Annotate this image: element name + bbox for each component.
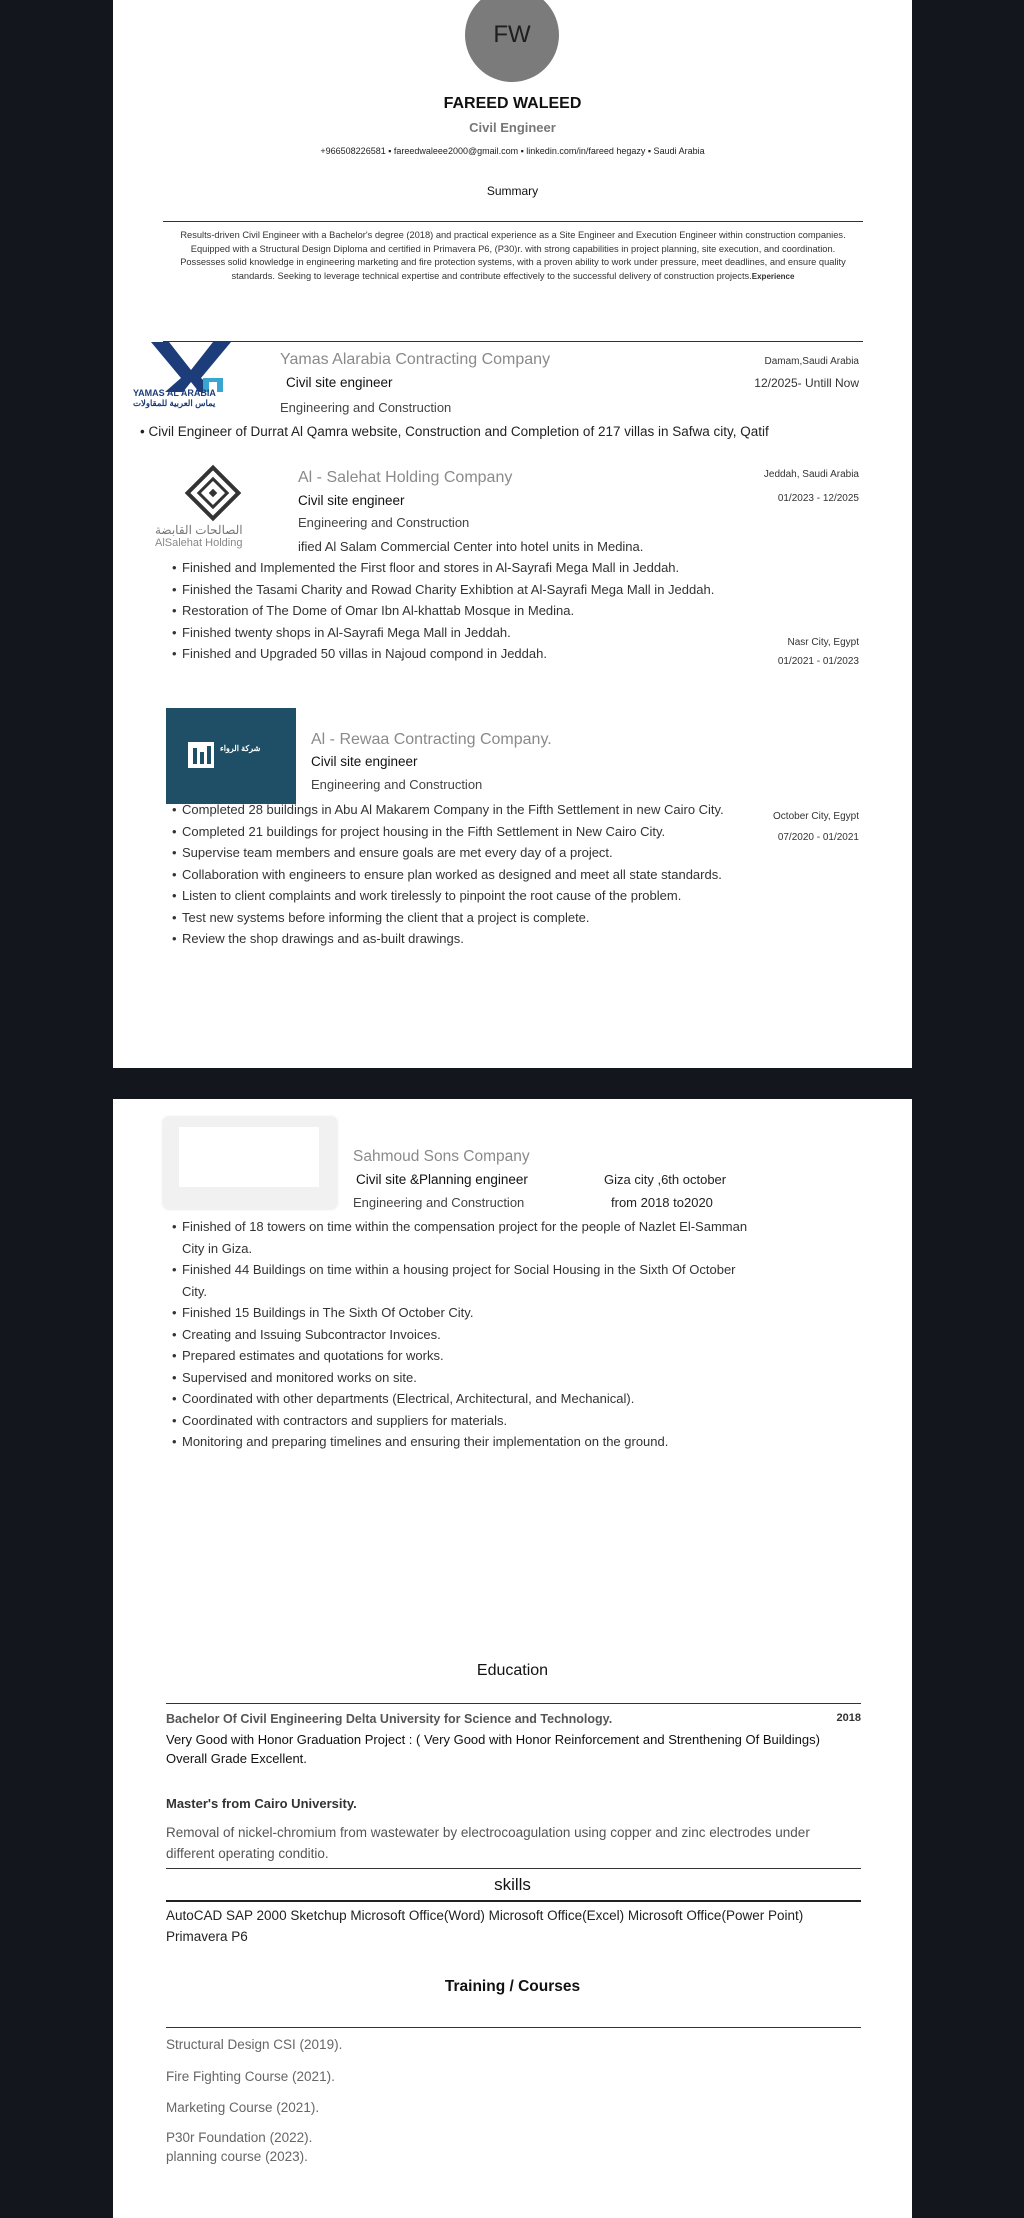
experience-tag: Experience (751, 271, 795, 281)
yamas-logo (133, 340, 283, 410)
divider (166, 1703, 861, 1704)
job-position: Civil site engineer (286, 375, 393, 390)
job-sector: Engineering and Construction (280, 400, 452, 415)
job-bullet: • Test new systems before informing the client that a project is complete. (168, 907, 728, 929)
job-bullet-list (168, 1216, 748, 1453)
job-bullet-list (168, 799, 728, 950)
salehat-logo-arabic: الصالحات القابضة (155, 523, 243, 537)
job-bullet: • Restoration of The Dome of Omar Ibn Al-khattab Mosque in Medina. (168, 600, 728, 622)
masters-topic: Removal of nickel-chromium from wastewater by electrocoagulation using copper and zinc electrodes under different operating conditio. (166, 1825, 810, 1861)
job-bullet: • Creating and Issuing Subcontractor Invoices. (168, 1324, 748, 1346)
job-location: Giza city ,6th october (604, 1172, 727, 1187)
job-bullet: • Coordinated with other departments (Electrical, Architectural, and Mechanical). (168, 1388, 748, 1410)
resume-page-1 (113, 0, 912, 1068)
job-bullet: • Finished the Tasami Charity and Rowad Charity Exhibtion at Al-Sayrafi Mega Mall in Jeddah. (168, 579, 728, 601)
company-name: Yamas Alarabia Contracting Company (280, 351, 551, 368)
masters-degree: Master's from Cairo University. (166, 1796, 357, 1811)
yamas-logo-arabic: يماس العربية للمقاولات (133, 398, 216, 408)
course-item: planning course (2023). (166, 2149, 308, 2164)
education-project: Very Good with Honor Graduation Project : ( Very Good with Honor Reinforcement and Strenthening Of Buildings) (166, 1732, 820, 1747)
course-item: Marketing Course (2021). (166, 2100, 320, 2115)
job-bullet: • Civil Engineer of Durrat Al Qamra website, Construction and Completion of 217 villas in Safwa city, Qatif (140, 424, 769, 439)
summary-heading: Summary (486, 184, 539, 198)
job-bullet: • Finished of 18 towers on time within the compensation project for the people of Nazlet El-Samman City in Giza. (168, 1216, 748, 1259)
job-bullet: • Supervise team members and ensure goals are met every day of a project. (168, 842, 728, 864)
yamas-logo-text: YAMAS AL ARABIA (133, 388, 216, 398)
skills-list: AutoCAD SAP 2000 Sketchup Microsoft Office(Word) Microsoft Office(Excel) Microsoft Office(Power Point) Primavera P6 (166, 1908, 804, 1944)
job-sector: Engineering and Construction (298, 515, 470, 530)
company-name: Al - Rewaa Contracting Company. (311, 731, 552, 748)
job-sector: Engineering and Construction (353, 1195, 525, 1210)
job-bullet: • Completed 28 buildings in Abu Al Makarem Company in the Fifth Settlement in new Cairo City. (168, 799, 728, 821)
job-bullet: • Listen to client complaints and work tirelessly to pinpoint the root cause of the problem. (168, 885, 728, 907)
divider (166, 2027, 861, 2028)
job-position: Civil site engineer (298, 493, 405, 508)
job-dates: 01/2023 - 12/2025 (777, 493, 859, 504)
divider (166, 1868, 861, 1869)
job-intro: ified Al Salam Commercial Center into hotel units in Medina. (298, 539, 644, 554)
resume-page-2 (113, 1099, 912, 2218)
job-dates: 12/2025- Untill Now (754, 376, 859, 390)
skills-heading: skills (494, 1875, 531, 1894)
job-dates: 07/2020 - 01/2021 (777, 832, 859, 843)
rewaa-logo-arabic: شركة الرواء (220, 744, 261, 753)
summary-paragraph-1: Results-driven Civil Engineer with a Bachelor's degree (2018) and practical experience as a Site Engineer and Execution Engineer within construction companies. Equipped with a Structural Design Diploma and certified in Primavera P6, (P30)r. with strong capabilities in project planning, site execution, and coordination. (180, 230, 846, 254)
job-bullet: • Finished twenty shops in Al-Sayrafi Mega Mall in Jeddah. (168, 622, 728, 644)
job-bullet: • Finished 44 Buildings on time within a housing project for Social Housing in the Sixth Of October City. (168, 1259, 748, 1302)
job-bullet: • Supervised and monitored works on site. (168, 1367, 748, 1389)
job-bullet-list (168, 557, 728, 665)
rewaa-logo (166, 708, 296, 804)
sahmoud-logo (163, 1117, 337, 1209)
company-name: Al - Salehat Holding Company (298, 469, 513, 486)
job-bullet: • Prepared estimates and quotations for works. (168, 1345, 748, 1367)
summary-text (163, 229, 863, 283)
job-bullet: • Coordinated with contractors and suppliers for materials. (168, 1410, 748, 1432)
education-year: 2018 (836, 1712, 861, 1724)
divider (166, 1900, 861, 1902)
company-name: Sahmoud Sons Company (353, 1148, 530, 1165)
course-item: P30r Foundation (2022). (166, 2130, 313, 2145)
job-location: October City, Egypt (773, 811, 859, 822)
job-bullet: • Finished and Implemented the First floor and stores in Al-Sayrafi Mega Mall in Jeddah. (168, 557, 728, 579)
job-bullet: • Completed 21 buildings for project housing in the Fifth Settlement in New Cairo City. (168, 821, 728, 843)
job-location: Jeddah, Saudi Arabia (763, 469, 859, 480)
job-location: Damam,Saudi Arabia (764, 356, 859, 367)
job-bullet: • Collaboration with engineers to ensure plan worked as designed and meet all state standards. (168, 864, 728, 886)
course-item: Structural Design CSI (2019). (166, 2037, 343, 2052)
job-dates: from 2018 to2020 (611, 1195, 713, 1210)
job-bullet: • Monitoring and preparing timelines and ensuring their implementation on the ground. (168, 1431, 748, 1453)
sahmoud-logo-image (179, 1127, 319, 1187)
salehat-logo (153, 463, 273, 551)
avatar: FW (465, 0, 559, 82)
divider (163, 221, 863, 222)
job-position: Civil site &Planning engineer (356, 1172, 528, 1187)
contact-line: +966508226581 ▪ fareedwaleee2000@gmail.com ▪ linkedin.com/in/fareed hegazy ▪ Saudi Arabia (320, 146, 705, 156)
job-bullet: • Review the shop drawings and as-built drawings. (168, 928, 728, 950)
education-heading: Education (476, 1662, 549, 1679)
job-bullet: • Finished and Upgraded 50 villas in Najoud compond in Jeddah. (168, 643, 728, 665)
job-bullet: • Finished 15 Buildings in The Sixth Of October City. (168, 1302, 748, 1324)
education-degree: Bachelor Of Civil Engineering Delta University for Science and Technology. 2018 (166, 1712, 861, 1726)
job-sector: Engineering and Construction (311, 777, 483, 792)
education-grade: Overall Grade Excellent. (166, 1751, 307, 1766)
course-item: Fire Fighting Course (2021). (166, 2069, 335, 2084)
salehat-logo-text: AlSalehat Holding (155, 537, 243, 549)
job-location: Nasr City, Egypt (787, 637, 859, 648)
training-heading: Training / Courses (444, 1978, 581, 1995)
candidate-name: FAREED WALEED (443, 95, 582, 112)
summary-paragraph-2: Possesses solid knowledge in engineering marketing and fire protection systems, with a proven ability to work under pressure, meet deadlines, and ensure quality standards. Seeking to leverage technical expertise and contribute effectively to the successful delivery of construction projects.Experience (180, 257, 846, 281)
job-dates: 01/2021 - 01/2023 (777, 656, 859, 667)
candidate-title: Civil Engineer (469, 120, 556, 135)
job-position: Civil site engineer (311, 754, 418, 769)
